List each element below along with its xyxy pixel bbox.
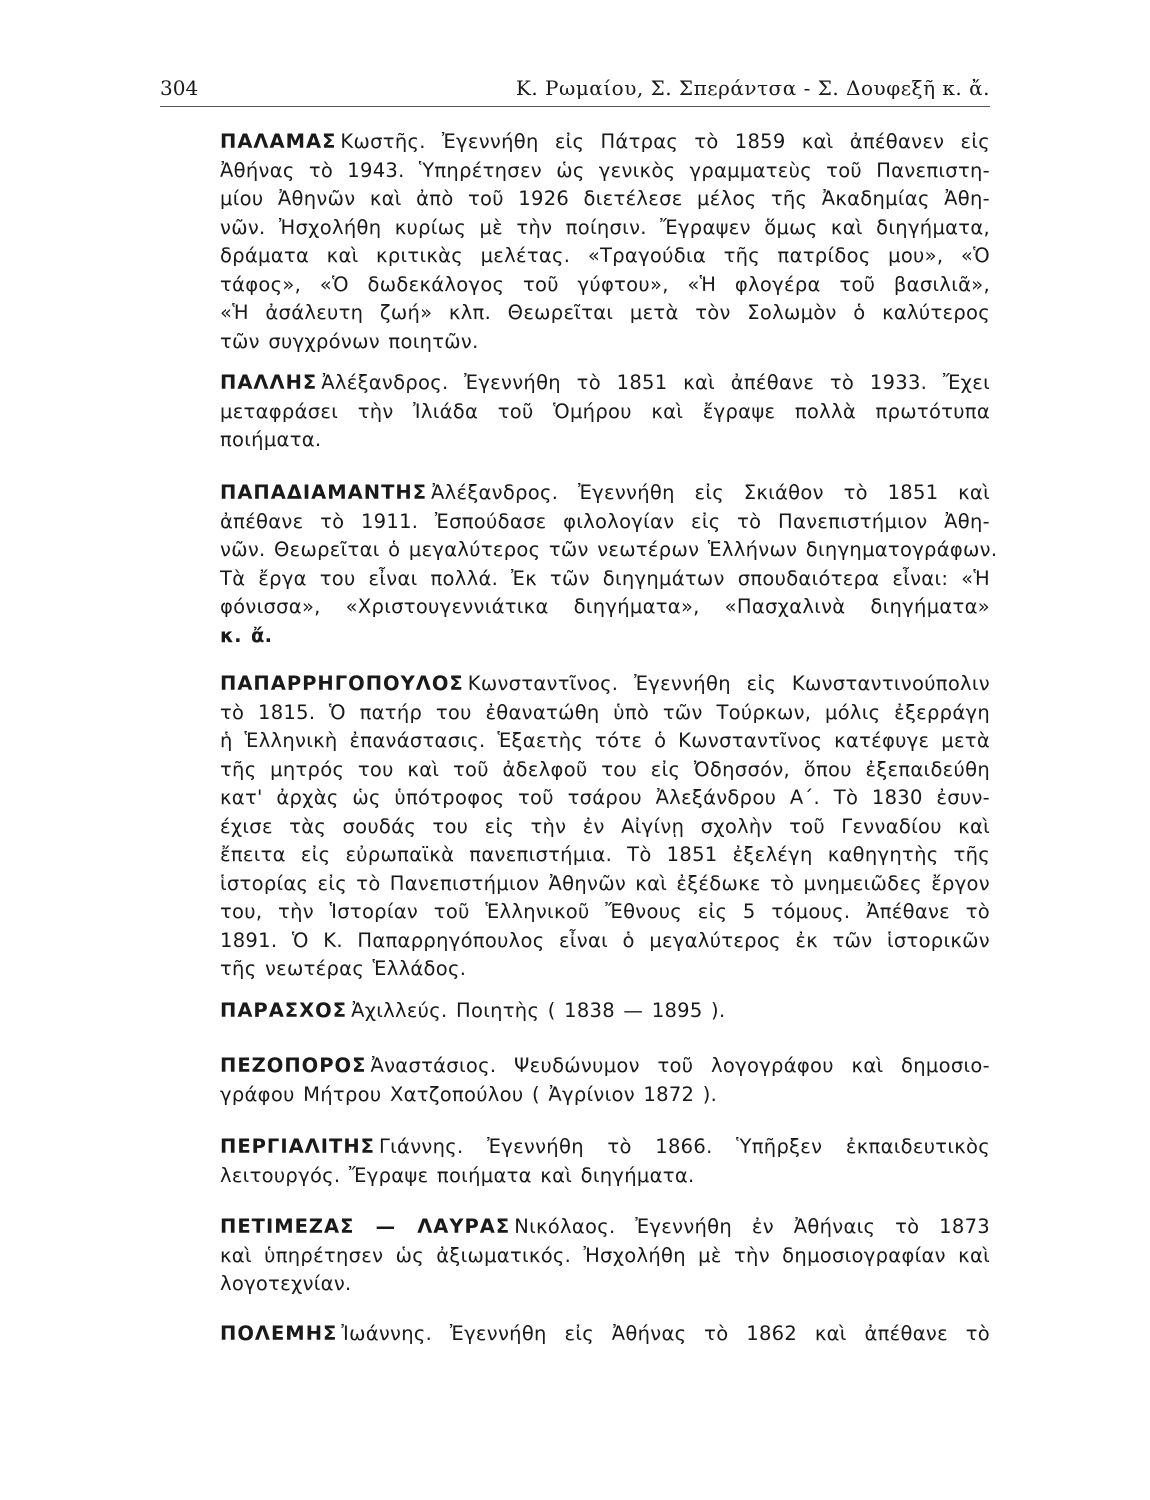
entry-text-line: λειτουργός. Ἔγραψε ποιήματα καὶ διηγήματα. bbox=[220, 1163, 695, 1187]
entry-text-line: τῆς μητρός του καὶ τοῦ ἀδελφοῦ του εἰς Ὀδησσόν, ὅπου ἐξεπαιδεύθη bbox=[220, 757, 990, 781]
entry-text-line: Ἀλέξανδρος. Ἐγεννήθη τὸ 1851 καὶ ἀπέθανε τὸ 1933. Ἔχει bbox=[321, 371, 990, 394]
page-header bbox=[160, 74, 990, 107]
entry-text-line: δράματα καὶ κριτικὰς μελέτας. «Τραγούδια τῆς πατρίδος μου», «Ὁ bbox=[220, 244, 990, 267]
entry-text-line: ποιήματα. bbox=[220, 428, 322, 451]
entry-text-line: τὸ 1815. Ὁ πατήρ του ἐθανατώθη ὑπὸ τῶν Τούρκων, μόλις ἐξερράγη bbox=[220, 700, 990, 724]
entry-palamas bbox=[220, 128, 990, 356]
entry-polemis bbox=[220, 1320, 990, 1349]
entry-name: ΠΕΤΙΜΕΖΑΣ — ΛΑΥΡΑΣ bbox=[220, 1215, 511, 1238]
entry-name: ΠΑΡΑΣΧΟΣ bbox=[220, 999, 348, 1022]
entry-text-line: τῶν συγχρόνων ποιητῶν. bbox=[220, 329, 479, 353]
entry-text-line: «Ἡ ἀσάλευτη ζωή» κλπ. Θεωρεῖται μετὰ τὸν Σολωμὸν ὁ καλύτερος bbox=[220, 301, 990, 324]
entry-text-line: τάφος», «Ὁ δωδεκάλογος τοῦ γύφτου», «Ἡ φλογέρα τοῦ βασιλιᾶ», bbox=[220, 272, 990, 296]
entry-text-line: τῆς νεωτέρας Ἑλλάδος. bbox=[220, 957, 467, 980]
entry-name: ΠΑΠΑΔΙΑΜΑΝΤΗΣ bbox=[220, 481, 428, 504]
entry-text-line: Ἀναστάσιος. Ψευδώνυμον τοῦ λογογράφου καὶ δημοσιο- bbox=[370, 1054, 990, 1077]
entry-text-line: κατ' ἀρχὰς ὡς ὑπότροφος τοῦ τσάρου Ἀλεξάνδρου Α΄. Τὸ 1830 ἐσυν- bbox=[220, 786, 990, 809]
entry-name: ΠΕΖΟΠΟΡΟΣ bbox=[220, 1054, 367, 1077]
entry-pezoporos bbox=[220, 1052, 990, 1109]
entry-text-line: μίου Ἀθηνῶν καὶ ἀπὸ τοῦ 1926 διετέλεσε μέλος τῆς Ἀκαδημίας Ἀθη- bbox=[220, 187, 990, 210]
entry-text-line: μεταφράσει τὴν Ἰλιάδα τοῦ Ὁμήρου καὶ ἔγραψε πολλὰ πρωτότυπα bbox=[220, 399, 990, 423]
entry-text-line: ἀπέθανε τὸ 1911. Ἐσπούδασε φιλολογίαν εἰς τὸ Πανεπιστήμιον Ἀθη- bbox=[220, 509, 990, 533]
entry-text-line: Νικόλαος. Ἐγεννήθη ἐν Ἀθήναις τὸ 1873 bbox=[514, 1215, 990, 1238]
entry-name: ΠΑΠΑΡΡΗΓΟΠΟΥΛΟΣ bbox=[220, 672, 464, 695]
entry-text-line: νῶν. Ἠσχολήθη κυρίως μὲ τὴν ποίησιν. Ἔγραψεν ὅμως καὶ διηγήματα, bbox=[220, 215, 990, 239]
entry-paparrigopoulos bbox=[220, 670, 990, 984]
running-title: Κ. Ρωμαίου, Σ. Σπεράντσα - Σ. Δουφεξῆ κ. ἄ. bbox=[515, 76, 990, 100]
entry-text-line: 1891. Ὁ Κ. Παπαρρηγόπουλος εἶναι ὁ μεγαλύτερος ἐκ τῶν ἱστορικῶν bbox=[220, 928, 990, 952]
entry-text-line: του, τὴν Ἱστορίαν τοῦ Ἑλληνικοῦ Ἔθνους εἰς 5 τόμους. Ἀπέθανε τὸ bbox=[220, 900, 990, 923]
entry-pallis bbox=[220, 369, 990, 455]
entry-text-line: ἔπειτα εἰς εὐρωπαϊκὰ πανεπιστήμια. Τὸ 1851 ἐξελέγη καθηγητὴς τῆς bbox=[220, 843, 990, 866]
entry-text-line: ἱστορίας εἰς τὸ Πανεπιστήμιον Ἀθηνῶν καὶ ἐξέδωκε τὸ μνημειῶδες ἔργον bbox=[220, 871, 990, 895]
entry-text-line: Ἀθήνας τὸ 1943. Ὑπηρέτησεν ὡς γενικὸς γραμματεὺς τοῦ Πανεπιστη- bbox=[220, 158, 990, 182]
entry-text-line: Ἀλέξανδρος. Ἐγεννήθη εἰς Σκιάθον τὸ 1851 καὶ bbox=[431, 481, 990, 504]
entry-paraschos bbox=[220, 997, 990, 1026]
entry-petimezas-lavras bbox=[220, 1213, 990, 1299]
entry-name: ΠΑΛΑΜΑΣ bbox=[220, 130, 337, 153]
entry-text-line: κ. ἄ. bbox=[220, 623, 273, 647]
entry-text-line: λογοτεχνίαν. bbox=[220, 1272, 352, 1295]
entry-name: ΠΟΛΕΜΗΣ bbox=[220, 1322, 338, 1345]
entry-text-line: Κωνσταντῖνος. Ἐγεννήθη εἰς Κωνσταντινούπολιν bbox=[467, 672, 990, 695]
entry-papadiamantis bbox=[220, 479, 998, 650]
entry-text-line: ἡ Ἑλληνικὴ ἐπανάστασις. Ἑξαετὴς τότε ὁ Κωνσταντῖνος κατέφυγε μετὰ bbox=[220, 729, 990, 752]
entry-name: ΠΑΛΛΗΣ bbox=[220, 371, 318, 394]
entry-name: ΠΕΡΓΙΑΛΙΤΗΣ bbox=[220, 1135, 375, 1158]
page-number: 304 bbox=[160, 76, 199, 100]
entry-text-line: Τὰ ἔργα του εἶναι πολλά. Ἐκ τῶν διηγημάτων σπουδαιότερα εἶναι: «Ἡ bbox=[220, 566, 990, 590]
entry-pergialitis bbox=[220, 1133, 990, 1190]
entry-text-line: έχισε τὰς σουδάς του εἰς τὴν ἐν Αἰγίνῃ σχολὴν τοῦ Γενναδίου καὶ bbox=[220, 814, 990, 838]
entry-text-line: νῶν. Θεωρεῖται ὁ μεγαλύτερος τῶν νεωτέρων Ἑλλήνων διηγηματογράφων. bbox=[220, 538, 998, 561]
entry-text-line: Ἰωάννης. Ἐγεννήθη εἰς Ἀθήνας τὸ 1862 καὶ ἀπέθανε τὸ bbox=[341, 1322, 990, 1345]
entry-text-line: καὶ ὑπηρέτησεν ὡς ἀξιωματικός. Ἠσχολήθη μὲ τὴν δημοσιογραφίαν καὶ bbox=[220, 1243, 990, 1267]
entry-text-line: Κωστῆς. Ἐγεννήθη εἰς Πάτρας τὸ 1859 καὶ ἀπέθανεν εἰς bbox=[340, 130, 990, 153]
entry-text-line: φόνισσα», «Χριστουγεννιάτικα διηγήματα», «Πασχαλινὰ διηγήματα» bbox=[220, 595, 990, 618]
entry-text-line: γράφου Μήτρου Χατζοπούλου ( Ἀγρίνιον 1872 ). bbox=[220, 1082, 718, 1106]
entry-text-line: Ἀχιλλεύς. Ποιητὴς ( 1838 — 1895 ). bbox=[351, 999, 726, 1022]
entry-text-line: Γιάννης. Ἐγεννήθη τὸ 1866. Ὑπῆρξεν ἐκπαιδευτικὸς bbox=[379, 1135, 990, 1158]
